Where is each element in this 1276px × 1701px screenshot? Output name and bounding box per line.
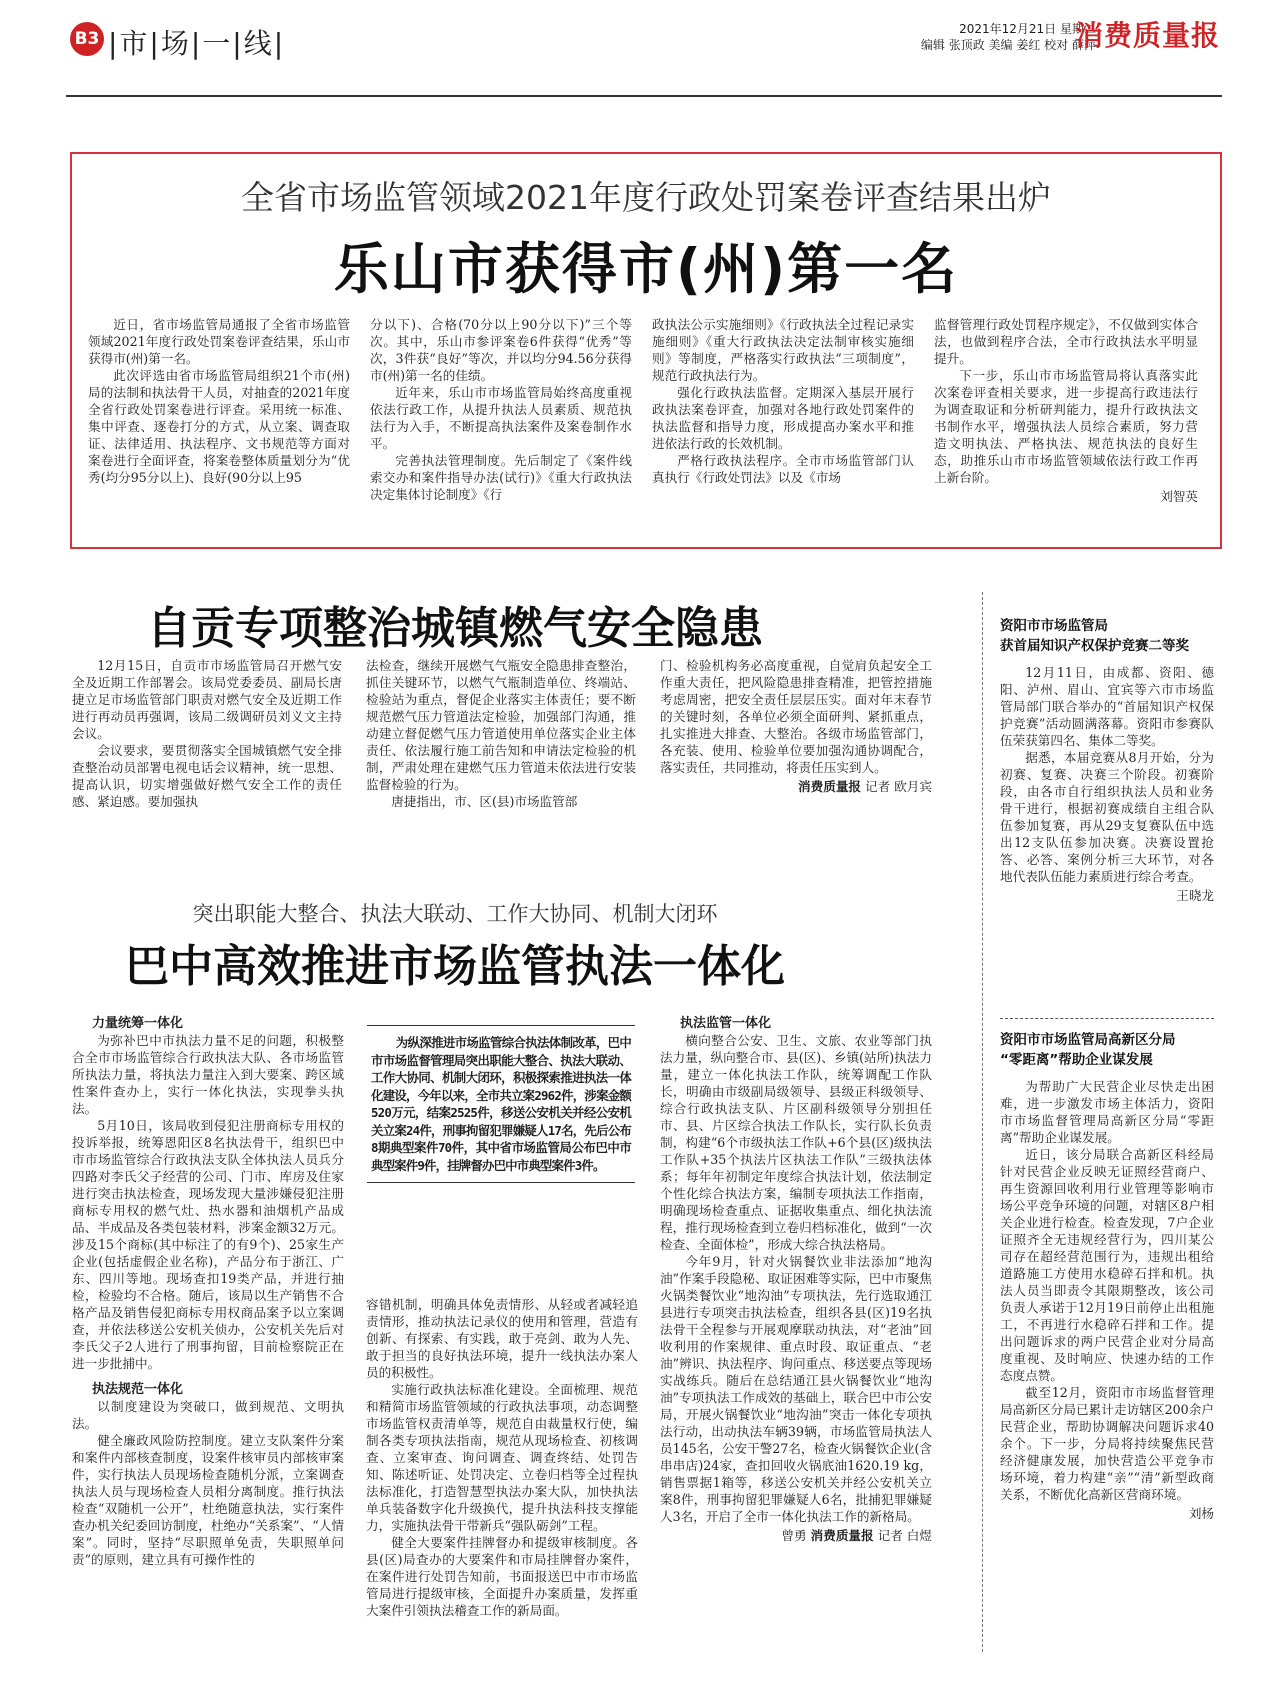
sidebar-item-2	[1000, 1030, 1214, 1522]
paragraph: 近日，该分局联合高新区科经局针对民营企业反映无证照经营商户、再生资源回收利用行业管理等影响市场公平竞争环境的问题，对辖区8户相关企业进行检查。检查发现，7户企业证照齐全无违规经营行为，四川某公司存在超经营范围行为，违规出租给道路施工方使用水稳碎石拌和机。执法人员当即责令其限期整改，该公司负责人承诺于12月19日前停止出租施工，不再进行水稳碎石拌和工作。提出问题诉求的两户民营企业对分局高度重视、及时响应、快速办结的工作态度点赞。	[1000, 1147, 1214, 1383]
article3-title: 巴中高效推进市场监管执法一体化	[125, 941, 785, 992]
article1-column-3	[652, 316, 914, 486]
sidebar-item-1-title: 资阳市市场监管局	[1000, 618, 1108, 634]
article3-column-2	[366, 1296, 638, 1619]
paragraph: 下一步，乐山市市场监管局将认真落实此次案卷评查相关要求，进一步提高行政违法行为调查取证和分析研判能力，提升行政执法文书制作水平，增强执法人员综合素质，努力营造文明执法、严格执法、规范执法的良好生态，助推乐山市市场监管领域依法行政工作再上新台阶。	[934, 368, 1198, 485]
article3-summary-box	[367, 1025, 635, 1183]
paragraph: 此次评选由省市场监管局组织21个市(州)局的法制和执法骨干人员，对抽查的2021年度全省行政处罚案卷进行评查。采用统一标准、集中评查、逐卷打分的方式，从立案、调查取证、法律适用、执法程序、文书规范等方面对案卷进行全面评查，将案卷整体质量划分为“优秀(均分95分以上)、良好(90分以上95	[88, 368, 350, 485]
paragraph: 完善执法管理制度。先后制定了《案件线索交办和案件指导办法(试行)》《重大行政执法决定集体讨论制度》《行	[370, 453, 632, 502]
paragraph: 今年9月，针对火锅餐饮业非法添加“地沟油”作案手段隐秘、取证困难等实际，巴中市聚焦火锅类餐饮业“地沟油”专项执法，先行选取通江县进行专项突击执法检查，组织各县(区)19名执法骨干全程参与开展观摩联动执法，对“老油”回收利用的作案规律、重点时段、取证重点、“老油”辨识、执法程序、询问重点、移送要点等现场实战练兵。随后在总结通江县火锅餐饮业“地沟油”专项执法工作成效的基础上，联合巴中市公安局，开展火锅餐饮业“地沟油”突击一体化专项执法行动，出动执法车辆39辆，市场监管局执法人员145名，公安干警27名，检查火锅餐饮企业(含串串店)24家，查扣回收火锅底油1620.19 kg，销售票据1箱等，移送公安机关并经公安机关立案8件，刑事拘留犯罪嫌疑人6名，批捕犯罪嫌疑人3名，开启了全市一体化执法工作的新格局。	[660, 1254, 932, 1524]
article1-column-4	[934, 316, 1198, 505]
byline-brand: 消费质量报	[798, 779, 861, 794]
sidebar-item-1-subtitle: 获首届知识产权保护竞赛二等奖	[1000, 638, 1189, 654]
paragraph: 健全大要案件挂牌督办和提级审核制度。各县(区)局查办的大要案件和市局挂牌督办案件，在案件进行处罚告知前，书面报送巴中市市场监管局进行提级审核，全面提升办案质量，发挥重大案件引领执法稽查工作的新局面。	[366, 1535, 638, 1618]
summary-text: 为纵深推进市场监管综合执法体制改革，巴中市市场监督管理局突出职能大整合、执法大联动、工作大协同、机制大闭环，积极探索推进执法一体化建设，今年以来，全市共立案2962件，涉案金额520万元，结案2525件，移送公安机关并经公安机关立案24件，刑事拘留犯罪嫌疑人17名，先后公布8期典型案件70件，其中省市场监管局公布巴中市典型案件9件，挂牌督办巴中市典型案件3件。	[371, 1035, 631, 1173]
paragraph: 法检查，继续开展燃气气瓶安全隐患排查整治，抓住关键环节，以燃气气瓶制造单位、终端站、检验站为重点，督促企业落实主体责任；要不断规范燃气压力管道法定检验，加强部门沟通，推动建立督促燃气压力管道使用单位落实企业主体责任、依法履行施工前告知和申请法定检验的机制，严肃处理在建燃气压力管道未依法进行安装监督检验的行为。	[366, 658, 636, 792]
byline-reporter: 记者 欧月宾	[865, 779, 932, 794]
paragraph: 横向整合公安、卫生、文旅、农业等部门执法力量，纵向整合市、县(区)、乡镇(站所)执法力量，建立一体化执法工作队，统筹调配工作队长，明确由市级副局级领导、县级正科级领导、综合行政执法支队、片区副科级领导分别担任市、县、片区综合执法工作队长，实行队长负责制，构建“6个市级执法工作队+6个县(区)级执法工作队+35个执法片区执法工作队”三级执法体系；每年年初制定年度综合执法计划，依法制定个性化综合执法方案，编制专项执法工作指南，明确现场检查重点、证据收集重点、细化执法流程，推行现场检查到立卷归档标准化，做到“一次检查、全面体检”，形成大综合执法格局。	[660, 1033, 932, 1252]
sidebar-item-2-subtitle: “零距离”帮助企业谋发展	[1000, 1052, 1153, 1068]
editorial-staff: 编辑 张顶政 美编 姜红 校对 薛萍	[920, 38, 1096, 52]
article2-column-2	[366, 657, 636, 810]
paragraph: 截至12月，资阳市市场监督管理局高新区分局已累计走访辖区200余户民营企业，帮助协调解决问题诉求40余个。下一步，分局将持续聚焦民营经济健康发展，加快营造公平竞争市场环境，着力构建“亲”“清”新型政商关系，不断优化高新区营商环境。	[1000, 1385, 1214, 1502]
subheading: 力量统筹一体化	[92, 1016, 184, 1031]
issue-date: 2021年12月21日 星期二	[959, 22, 1096, 36]
byline-contributor: 曾勇	[781, 1528, 807, 1543]
sidebar-divider	[982, 592, 983, 1652]
article1-column-2	[370, 316, 632, 503]
paragraph: 近年来，乐山市市场监管局始终高度重视依法行政工作，从提升执法人员素质、规范执法行为入手，不断提高执法案件及案卷制作水平。	[370, 385, 632, 451]
subheading: 执法规范一体化	[92, 1382, 184, 1397]
paragraph: 政执法公示实施细则》《行政执法全过程记录实施细则》《重大行政执法决定法制审核实施细则》等制度，严格落实行政执法“三项制度”，规范行政执法行为。	[652, 317, 914, 383]
sidebar-item-1	[1000, 616, 1214, 904]
byline-brand: 消费质量报	[810, 1528, 874, 1543]
article2-column-3	[660, 657, 932, 795]
paragraph: 门、检验机构务必高度重视，自觉肩负起安全工作重大责任，把风险隐患排查精准，把管控措施考虑周密，把安全责任层层压实。面对年末春节的关键时刻，各单位必须全面研判、紧抓重点，扎实推进大排查、大整治。各级市场监管部门，各充装、使用、检验单位要加强沟通协调配合，落实责任，共同推动，将责任压实到人。	[660, 658, 932, 775]
paragraph: 严格行政执法程序。全市市场监管部门认真执行《行政处罚法》以及《市场	[652, 453, 914, 485]
article1-title: 乐山市获得市(州)第一名	[333, 237, 959, 301]
paragraph: 为弥补巴中市执法力量不足的问题，积极整合全市市场监管综合行政执法大队、各市场监管所执法力量，将执法力量注入到大要案、跨区域性案件查办上，实行一体化执法，实现拳头执法。	[72, 1033, 344, 1116]
paragraph: 强化行政执法监督。定期深入基层开展行政执法案卷评查，加强对各地行政处罚案件的执法监督和指导力度，形成提高办案水平和推进依法行政的长效机制。	[652, 385, 914, 451]
paragraph: 容错机制，明确具体免责情形、从轻或者减轻追责情形，推动执法记录仪的使用和管理，营造有创新、有探索、有实践，敢于亮剑、敢为人先、敢于担当的良好执法环境，提升一线执法办案人员的积极性。	[366, 1297, 638, 1380]
sidebar-separator	[1000, 1018, 1214, 1019]
paragraph: 12月15日，自贡市市场监管局召开燃气安全及近期工作部署会。该局党委委员、副局长唐捷立足市场监管部门职责对燃气安全及近期工作进行再动员再强调，该局二级调研员刘义文主持会议。	[72, 658, 342, 741]
paragraph: 以制度建设为突破口，做到规范、文明执法。	[72, 1399, 344, 1431]
article3-column-3	[660, 1010, 932, 1544]
paragraph: 唐捷指出，市、区(县)市场监管部	[391, 794, 578, 809]
section-name: |市|场|一|线|	[108, 27, 286, 60]
subheading: 执法监管一体化	[680, 1016, 772, 1031]
paragraph: 近日，省市场监管局通报了全省市场监管领域2021年度行政处罚案卷评查结果，乐山市获得市(州)第一名。	[88, 317, 350, 366]
article1-byline: 刘智英	[1160, 489, 1198, 504]
paragraph: 12月11日，由成都、资阳、德阳、泸州、眉山、宜宾等六市市场监管局部门联合举办的“首届知识产权保护竞赛”活动圆满落幕。资阳市参赛队伍荣获第四名、集体二等奖。	[1000, 665, 1214, 748]
article2-column-1	[72, 657, 342, 810]
newspaper-brand: 消费质量报	[1074, 19, 1220, 52]
sidebar-item-1-byline: 王晓龙	[1176, 888, 1214, 903]
paragraph: 会议要求，要贯彻落实全国城镇燃气安全排查整治动员部署电视电话会议精神，统一思想、提高认识，切实增强做好燃气安全工作的责任感、紧迫感。要加强执	[72, 743, 342, 809]
article1-column-1	[88, 316, 350, 486]
sidebar-item-2-byline: 刘杨	[1188, 1506, 1214, 1521]
article2-byline	[660, 776, 932, 795]
paragraph: 监督管理行政处罚程序规定》，不仅做到实体合法，也做到程序合法，全市行政执法水平明显提升。	[934, 317, 1198, 366]
byline-reporter: 记者 白煜	[877, 1528, 932, 1543]
article3-byline	[660, 1525, 932, 1544]
paragraph: 据悉，本届竞赛从8月开始，分为初赛、复赛、决赛三个阶段。初赛阶段，由各市自行组织执法人员和业务骨干进行，根据初赛成绩自主组合队伍参加复赛，再从29支复赛队伍中选出12支队伍参加决赛。决赛设置抢答、必答、案例分析三大环节，对各地代表队伍能力素质进行综合考查。	[1000, 750, 1214, 884]
header-rule	[66, 95, 1222, 97]
section-badge: B3	[70, 22, 104, 56]
paragraph: 实施行政执法标准化建设。全面梳理、规范和精简市场监管领域的行政执法事项，动态调整市场监管权责清单等，规范自由裁量权行使，编制各类专项执法指南，规范从现场检查、初核调查、立案审查、询问调查、调查终结、处罚告知、陈述听证、处罚决定、立卷归档等全过程执法标准化，打造智慧型执法办案大队，加快执法单兵装备数字化升级换代，提升执法科技支撑能力，实施执法骨干带新兵“强队砺剑”工程。	[366, 1382, 638, 1533]
paragraph: 分以下)、合格(70分以上90分以下)”三个等次。其中，乐山市参评案卷6件获得“优秀”等次，3件获“良好”等次，并以均分94.56分获得市(州)第一名的佳绩。	[370, 317, 632, 383]
article3-kicker: 突出职能大整合、执法大联动、工作大协同、机制大闭环	[192, 902, 718, 926]
paragraph: 为帮助广大民营企业尽快走出困难，进一步激发市场主体活力，资阳市市场监督管理局高新区分局“零距离”帮助企业谋发展。	[1000, 1079, 1214, 1145]
article2-title: 自贡专项整治城镇燃气安全隐患	[147, 603, 763, 654]
sidebar-item-2-title: 资阳市市场监管局高新区分局	[1000, 1032, 1176, 1048]
paragraph: 5月10日，该局收到侵犯注册商标专用权的投诉举报，统筹恩阳区8名执法骨干，组织巴中市市场监管综合行政执法支队全体执法人员兵分四路对李氏父子经营的公司、门市、库房及住家进行突击执法检查，现场发现大量涉嫌侵犯注册商标专用权的燃气灶、热水器和油烟机产品成品、半成品及各类包装材料，涉案金额32万元。涉及15个商标(其中标注了的有9个)、25家生产企业(包括虚假企业名称)，产品分布于浙江、广东、四川等地。现场查扣19类产品，并进行抽检，检验均不合格。随后，该局以生产销售不合格产品及销售侵犯商标专用权商品案予以立案调查，并依法移送公安机关侦办，公安机关先后对李氏父子2人进行了刑事拘留，目前检察院正在进一步批捕中。	[72, 1118, 344, 1371]
article1-kicker: 全省市场监管领域2021年度行政处罚案卷评查结果出炉	[241, 178, 1051, 217]
article3-column-1	[72, 1010, 344, 1568]
paragraph: 健全廉政风险防控制度。建立支队案件分案和案件内部核查制度，设案件核审员内部核审案件，实行执法人员现场检查随机分派，立案调查执法人员与现场检查人员相分离制度。推行执法检查“双随机一公开”，杜绝随意执法，实行案件查办机关纪委回访制度，杜绝办“关系案”、“人情案”。同时，坚持“尽职照单免责，失职照单问责”的原则，建立具有可操作性的	[72, 1433, 344, 1567]
